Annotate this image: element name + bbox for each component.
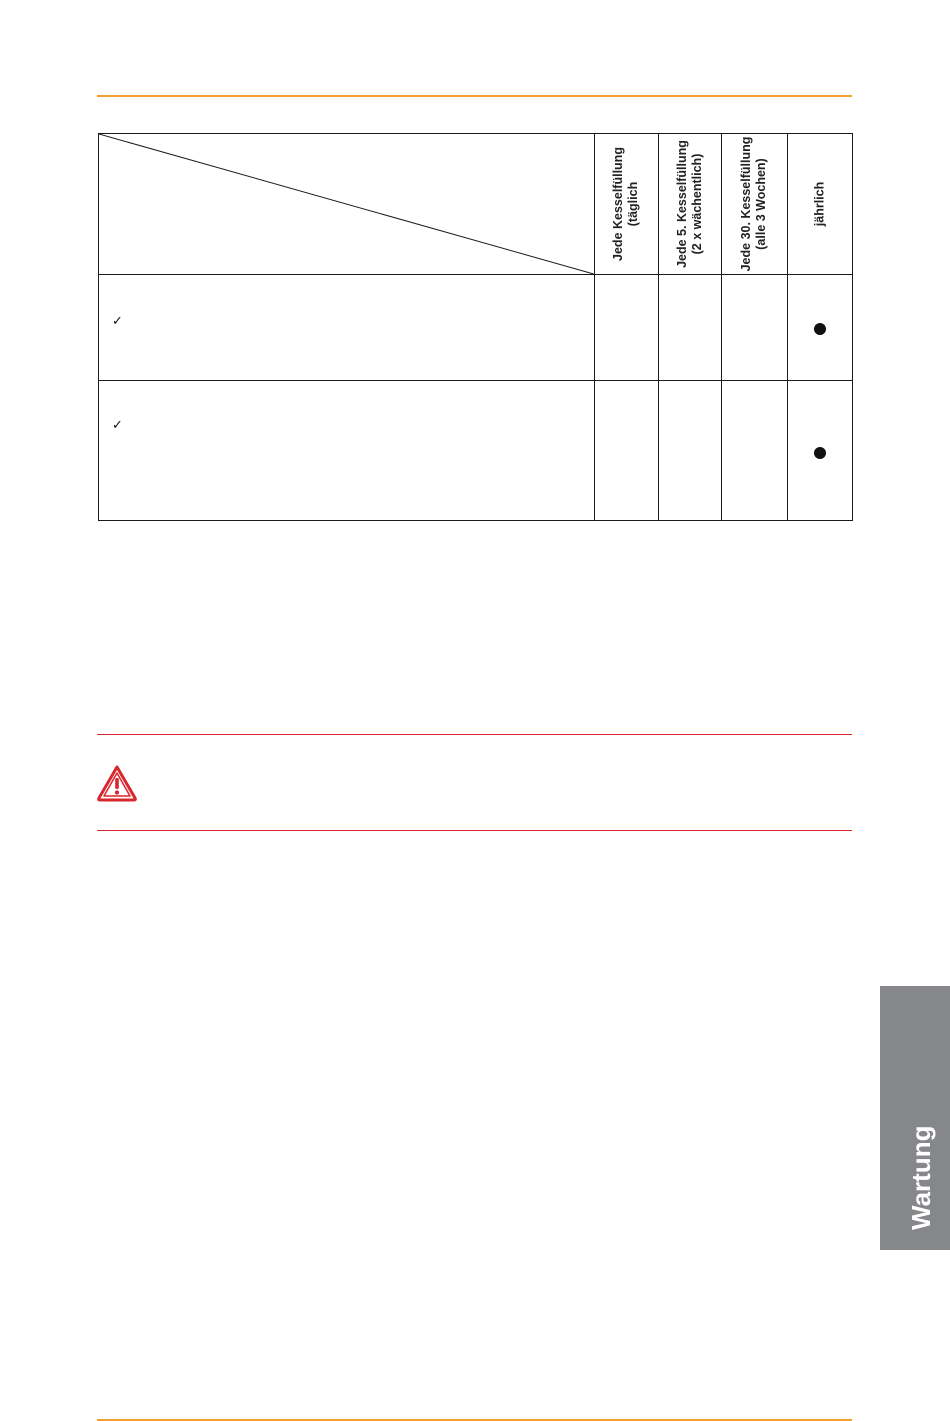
diagonal-header-cell	[99, 134, 595, 275]
bullet-dot-icon	[814, 323, 826, 335]
mark-cell	[721, 381, 787, 521]
header-every-30th: Jede 30. Kesselfüllung (alle 3 Wochen)	[721, 134, 787, 275]
table-row	[99, 275, 853, 381]
diagonal-line	[99, 134, 594, 274]
task-cell	[99, 381, 595, 521]
table-header-row	[99, 134, 853, 275]
header-every-5th: Jede 5. Kesselfüllung (2 x wächentlich)	[658, 134, 721, 275]
bullet-dot-icon	[814, 447, 826, 459]
checkmark-icon: ✓	[112, 417, 123, 432]
header-daily: Jede Kesselfüllung (täglich	[594, 134, 658, 275]
mark-cell	[658, 275, 721, 381]
mark-cell	[721, 275, 787, 381]
warning-triangle-icon	[96, 764, 138, 802]
maintenance-table	[98, 133, 853, 521]
header-rule	[97, 95, 852, 97]
mark-cell	[658, 381, 721, 521]
mark-cell	[594, 275, 658, 381]
checkmark-icon: ✓	[112, 313, 123, 328]
mark-cell	[787, 381, 852, 521]
warning-rule-bottom	[97, 830, 852, 831]
task-cell	[99, 275, 595, 381]
mark-cell	[787, 275, 852, 381]
section-tab-label: Wartung	[906, 1125, 936, 1230]
section-tab	[880, 986, 950, 1250]
warning-rule-top	[97, 734, 852, 735]
table-row	[99, 381, 853, 521]
mark-cell	[594, 381, 658, 521]
header-yearly: jährlich	[787, 134, 852, 275]
